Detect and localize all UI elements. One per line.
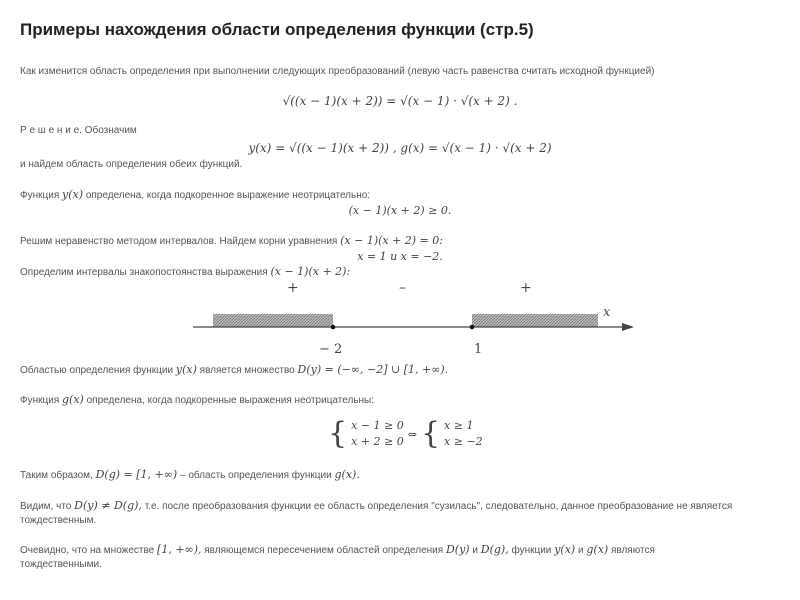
number-line: [0, 300, 800, 340]
shaded-interval-left: [213, 314, 333, 327]
text-domain-g: Таким образом, D(g) = [1, +∞) – область определения функции g(x).: [20, 468, 360, 481]
text-final: Очевидно, что на множестве [1, +∞), являющемся пересечением областей определения D(y) и D(g), функции y(x) и g(x) являются: [20, 543, 655, 556]
shaded-interval-right: [472, 314, 598, 327]
label-1: 1: [474, 342, 483, 357]
text-conclusion-cont: тождественным.: [20, 515, 97, 526]
sign-plus-left: +: [287, 280, 299, 296]
point-minus-2: [331, 325, 336, 330]
inequality: (x − 1)(x + 2) ≥ 0.: [348, 204, 452, 217]
text-intervals: Определим интервалы знакопостоянства выражения (x − 1)(x + 2):: [20, 265, 351, 278]
sign-minus: –: [399, 280, 406, 296]
axis-label: x: [603, 305, 611, 320]
solution-label: Р е ш е н и е. Обозначим: [20, 125, 137, 136]
text-y-defined: Функция y(x) определена, когда подкоренное выражение неотрицательно:: [20, 188, 371, 201]
text-conclusion: Видим, что D(y) ≠ D(g), т.е. после преобразования функции ее область определения "сузилась", следовательно, данное преобразование не является: [20, 499, 733, 512]
sign-plus-right: +: [520, 280, 532, 296]
text-final-cont: тождественными.: [20, 559, 102, 570]
page-title: Примеры нахождения области определения функции (стр.5): [20, 20, 534, 39]
point-1: [470, 325, 475, 330]
text-solve: Решим неравенство методом интервалов. Найдем корни уравнения (x − 1)(x + 2) = 0:: [20, 234, 444, 247]
text-find-domain: и найдем область определения обеих функций.: [20, 159, 243, 170]
inequality-system: { x − 1 ≥ 0 x + 2 ≥ 0 ⇔ { x ≥ 1 x ≥ −2: [328, 416, 483, 451]
roots: x = 1 и x = −2.: [357, 250, 443, 263]
axis-arrow-icon: [622, 323, 634, 331]
text-domain-y: Областью определения функции y(x) является множество D(y) = (−∞, −2] ∪ [1, +∞).: [20, 363, 449, 376]
problem-text: Как изменится область определения при выполнении следующих преобразований (левую часть равенства считать исходной функцией): [20, 66, 655, 77]
label-minus-2: − 2: [319, 342, 343, 357]
text-g-defined: Функция g(x) определена, когда подкоренные выражения неотрицательны:: [20, 393, 374, 406]
equation-definitions: y(x) = √((x − 1)(x + 2)) , g(x) = √(x − 1) · √(x + 2): [248, 141, 552, 155]
equation-main: √((x − 1)(x + 2)) = √(x − 1) · √(x + 2) .: [282, 94, 518, 108]
